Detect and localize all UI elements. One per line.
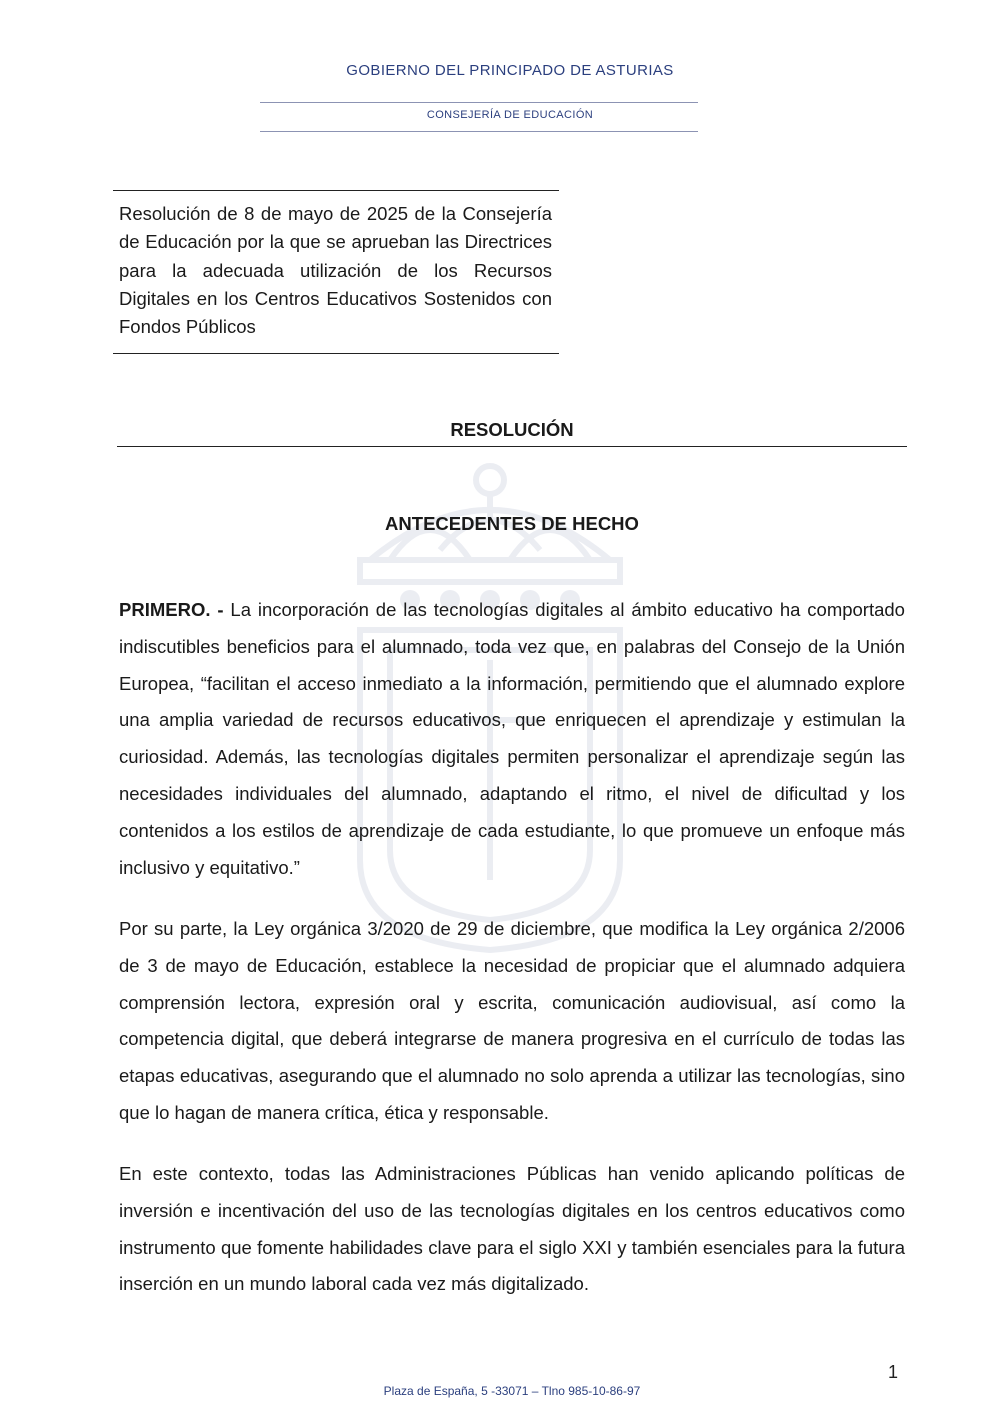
primero-label: PRIMERO (119, 599, 206, 620)
paragraph-contexto: En este contexto, todas las Administraciones Públicas han venido aplicando políticas de inversión e incentivación del uso de las tecnologías digitales en los centros educativos como instrumento que fomente habilidades clave para el siglo XXI y también esenciales para la futura inserción en un mundo laboral cada vez más digitalizado. (119, 1163, 905, 1295)
paragraph-primero (119, 592, 905, 886)
primero-separator: . - (205, 599, 231, 620)
header-top-divider (260, 102, 698, 103)
header-government-title: GOBIERNO DEL PRINCIPADO DE ASTURIAS (346, 62, 674, 79)
header-department: CONSEJERÍA DE EDUCACIÓN (426, 109, 594, 121)
page-number: 1 (888, 1362, 899, 1382)
summary-bottom-rule (113, 353, 559, 354)
antecedentes-heading: ANTECEDENTES DE HECHO (385, 513, 639, 534)
resolution-heading: RESOLUCIÓN (450, 419, 574, 440)
summary-top-rule (113, 190, 559, 191)
paragraph-ley-organica: Por su parte, la Ley orgánica 3/2020 de 29 de diciembre, que modifica la Ley orgánica 2/2006 de 3 de mayo de Educación, establece la necesidad de propiciar que el alumnado adquiera comprensión lectora, expresión oral y escrita, comunicación audiovisual, así como la competencia digital, que deberá integrarse de manera progresiva en el currículo de todas las etapas educativas, asegurando que el alumnado no solo aprenda a utilizar las tecnologías, sino que lo hagan de manera crítica, ética y responsable. (119, 918, 905, 1123)
header-bottom-divider (260, 131, 698, 132)
primero-text: La incorporación de las tecnologías digitales al ámbito educativo ha comportado indiscutibles beneficios para el alumnado, toda vez que, en palabras del Consejo de la Unión Europea, “facilitan el acceso inmediato a la información, permitiendo que el alumnado explore una amplia variedad de recursos educativos, que enriquecen el aprendizaje y estimulan la curiosidad. Además, las tecnologías digitales permiten personalizar el aprendizaje según las necesidades individuales del alumnado, adaptando el ritmo, el nivel de dificultad y los contenidos a los estilos de aprendizaje de cada estudiante, lo que promueve un enfoque más inclusivo y equitativo.” (119, 599, 905, 878)
footer-address: Plaza de España, 5 -33071 – Tlno 985-10-86-97 (383, 1384, 641, 1398)
resolution-summary: Resolución de 8 de mayo de 2025 de la Consejería de Educación por la que se aprueban las Directrices para la adecuada utilización de los Recursos Digitales en los Centros Educativos Sostenidos con Fondos Públicos (119, 203, 552, 338)
resolution-heading-rule (117, 446, 907, 447)
